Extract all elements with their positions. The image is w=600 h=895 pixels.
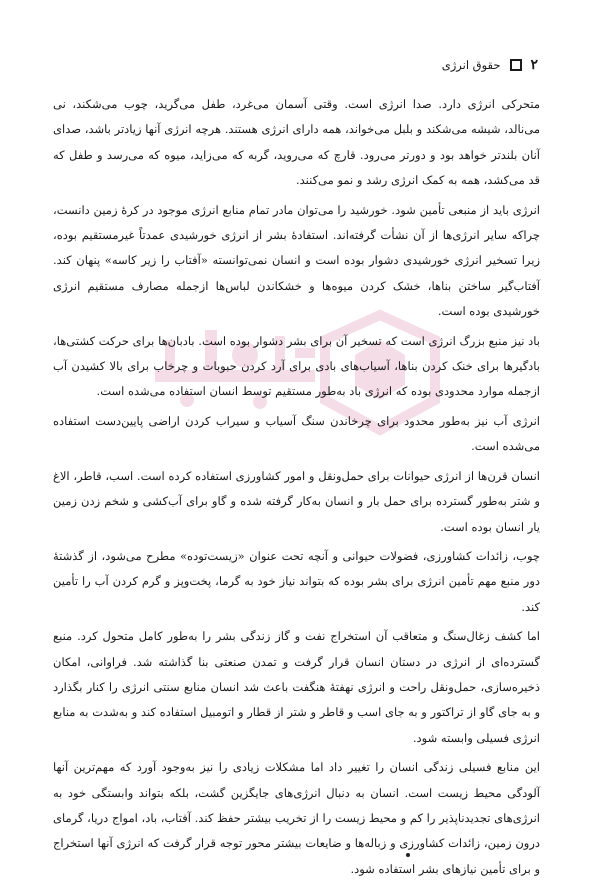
paragraph: باد نیز منبع بزرگ انرژی است که تسخیر آن برای بشر دشوار بوده است. بادبان‌ها برای حرکت کشتی‌ها، بادگیرها برای خنک کردن بناها، آسیاب‌های بادی برای آرد کردن حبوبات و چرخاب برای بالا کشیدن آب ازجمله موارد محدودی بوده که انرژی باد به‌طور مستقیم توسط انسان استفاده می‌شده است.	[53, 333, 540, 399]
paragraph: چوب، زائدات کشاورزی، فضولات حیوانی و آنچه تحت عنوان «زیست‌توده» مطرح می‌شود، از گذشتهٔ دور منبع مهم تأمین انرژی برای بشر بوده که بتواند نیاز خود به گرما، پخت‌وپز و گرم کردن آب را تأمین کند.	[53, 548, 540, 614]
square-bullet-icon	[510, 59, 522, 71]
paragraph: انرژی باید از منبعی تأمین شود. خورشید را می‌توان مادر تمام منابع انرژی موجود در کرهٔ زمین دانست، چراکه سایر انرژی‌ها از آن نشأت گرفته‌اند. استفادهٔ بشر از انرژی خورشیدی عمدتاً غیرمستقیم بوده، زیرا تسخیر انرژی خورشیدی دشوار بوده است و انسان نمی‌توانسته «آفتاب را زیر کاسه» پنهان کند. آفتاب‌گیر ساختن بناها، خشک کردن میوه‌ها و خشکاندن لباس‌ها ازجمله مصارف مستقیم انرژی خورشیدی بوده است.	[53, 202, 540, 319]
body-text	[53, 92, 540, 882]
running-title: حقوق انرژی	[441, 58, 501, 72]
page-header	[40, 55, 538, 75]
paragraph: این منابع فسیلی زندگی انسان را تغییر داد اما مشکلات زیادی را نیز به‌وجود آورد که مهم‌ترین آنها آلودگی محیط زیست است. انسان به دنبال انرژی‌های جایگزین گشت، بلکه بتواند وابستگی خود به انرژی‌های تجدیدناپذیر را کم و محیط زیست را از تخریب بیشتر حفظ کند. آفتاب، باد، امواج دریا، گرمای درون زمین، زائدات کشاورزی و زباله‌ها و ضایعات بیشتر محور توجه قرار گرفت که انرژی آنها استخراج و برای تأمین نیازهای بشر استفاده شود.	[53, 760, 540, 876]
page-number: ۲	[530, 57, 538, 73]
paragraph: اما کشف زغال‌سنگ و متعاقب آن استخراج نفت و گاز زندگی بشر را به‌طور کامل متحول کرد. منبع گسترده‌ای از انرژی در دستان انسان قرار گرفت و تمدن صنعتی بنا گذاشته شد. فراوانی، امکان ذخیره‌سازی، حمل‌ونقل راحت و انرژی نهفتهٔ هنگفت باعث شد انسان منابع سنتی انرژی را کنار بگذارد و به جای گاو از تراکتور و به جای اسب و قاطر و شتر از قطار و اتومبیل استفاده کند و به‌شدت به منابع انرژی فسیلی وابسته شود.	[53, 629, 540, 745]
ink-mark	[406, 853, 410, 857]
paragraph: انسان قرن‌ها از انرژی حیوانات برای حمل‌ونقل و امور کشاورزی استفاده کرده است. اسب، قاطر، الاغ و شتر به‌طور گسترده برای حمل بار و انسان به‌کار گرفته شده و گاو برای آب‌کشی و شخم زدن زمین یار انسان بوده است.	[53, 468, 540, 534]
paragraph: متحرکی انرژی دارد. صدا انرژی است. وقتی آسمان می‌غرد، طفل می‌گرید، چوب می‌شکند، نی می‌نالد، شیشه می‌شکند و بلبل می‌خواند، همه دارای انرژی هستند. هرچه انرژی آنها زیادتر باشد، صدای آنان بلندتر خواهد بود و دورتر می‌رود. قارچ که می‌روید، گربه که می‌زاید، میوه که می‌رسد و طفل که قد می‌کشد، همه به کمک انرژی رشد و نمو می‌کنند.	[53, 97, 540, 188]
paragraph: انرژی آب نیز به‌طور محدود برای چرخاندن سنگ آسیاب و سیراب کردن اراضی پایین‌دست استفاده می‌شده است.	[53, 413, 540, 454]
